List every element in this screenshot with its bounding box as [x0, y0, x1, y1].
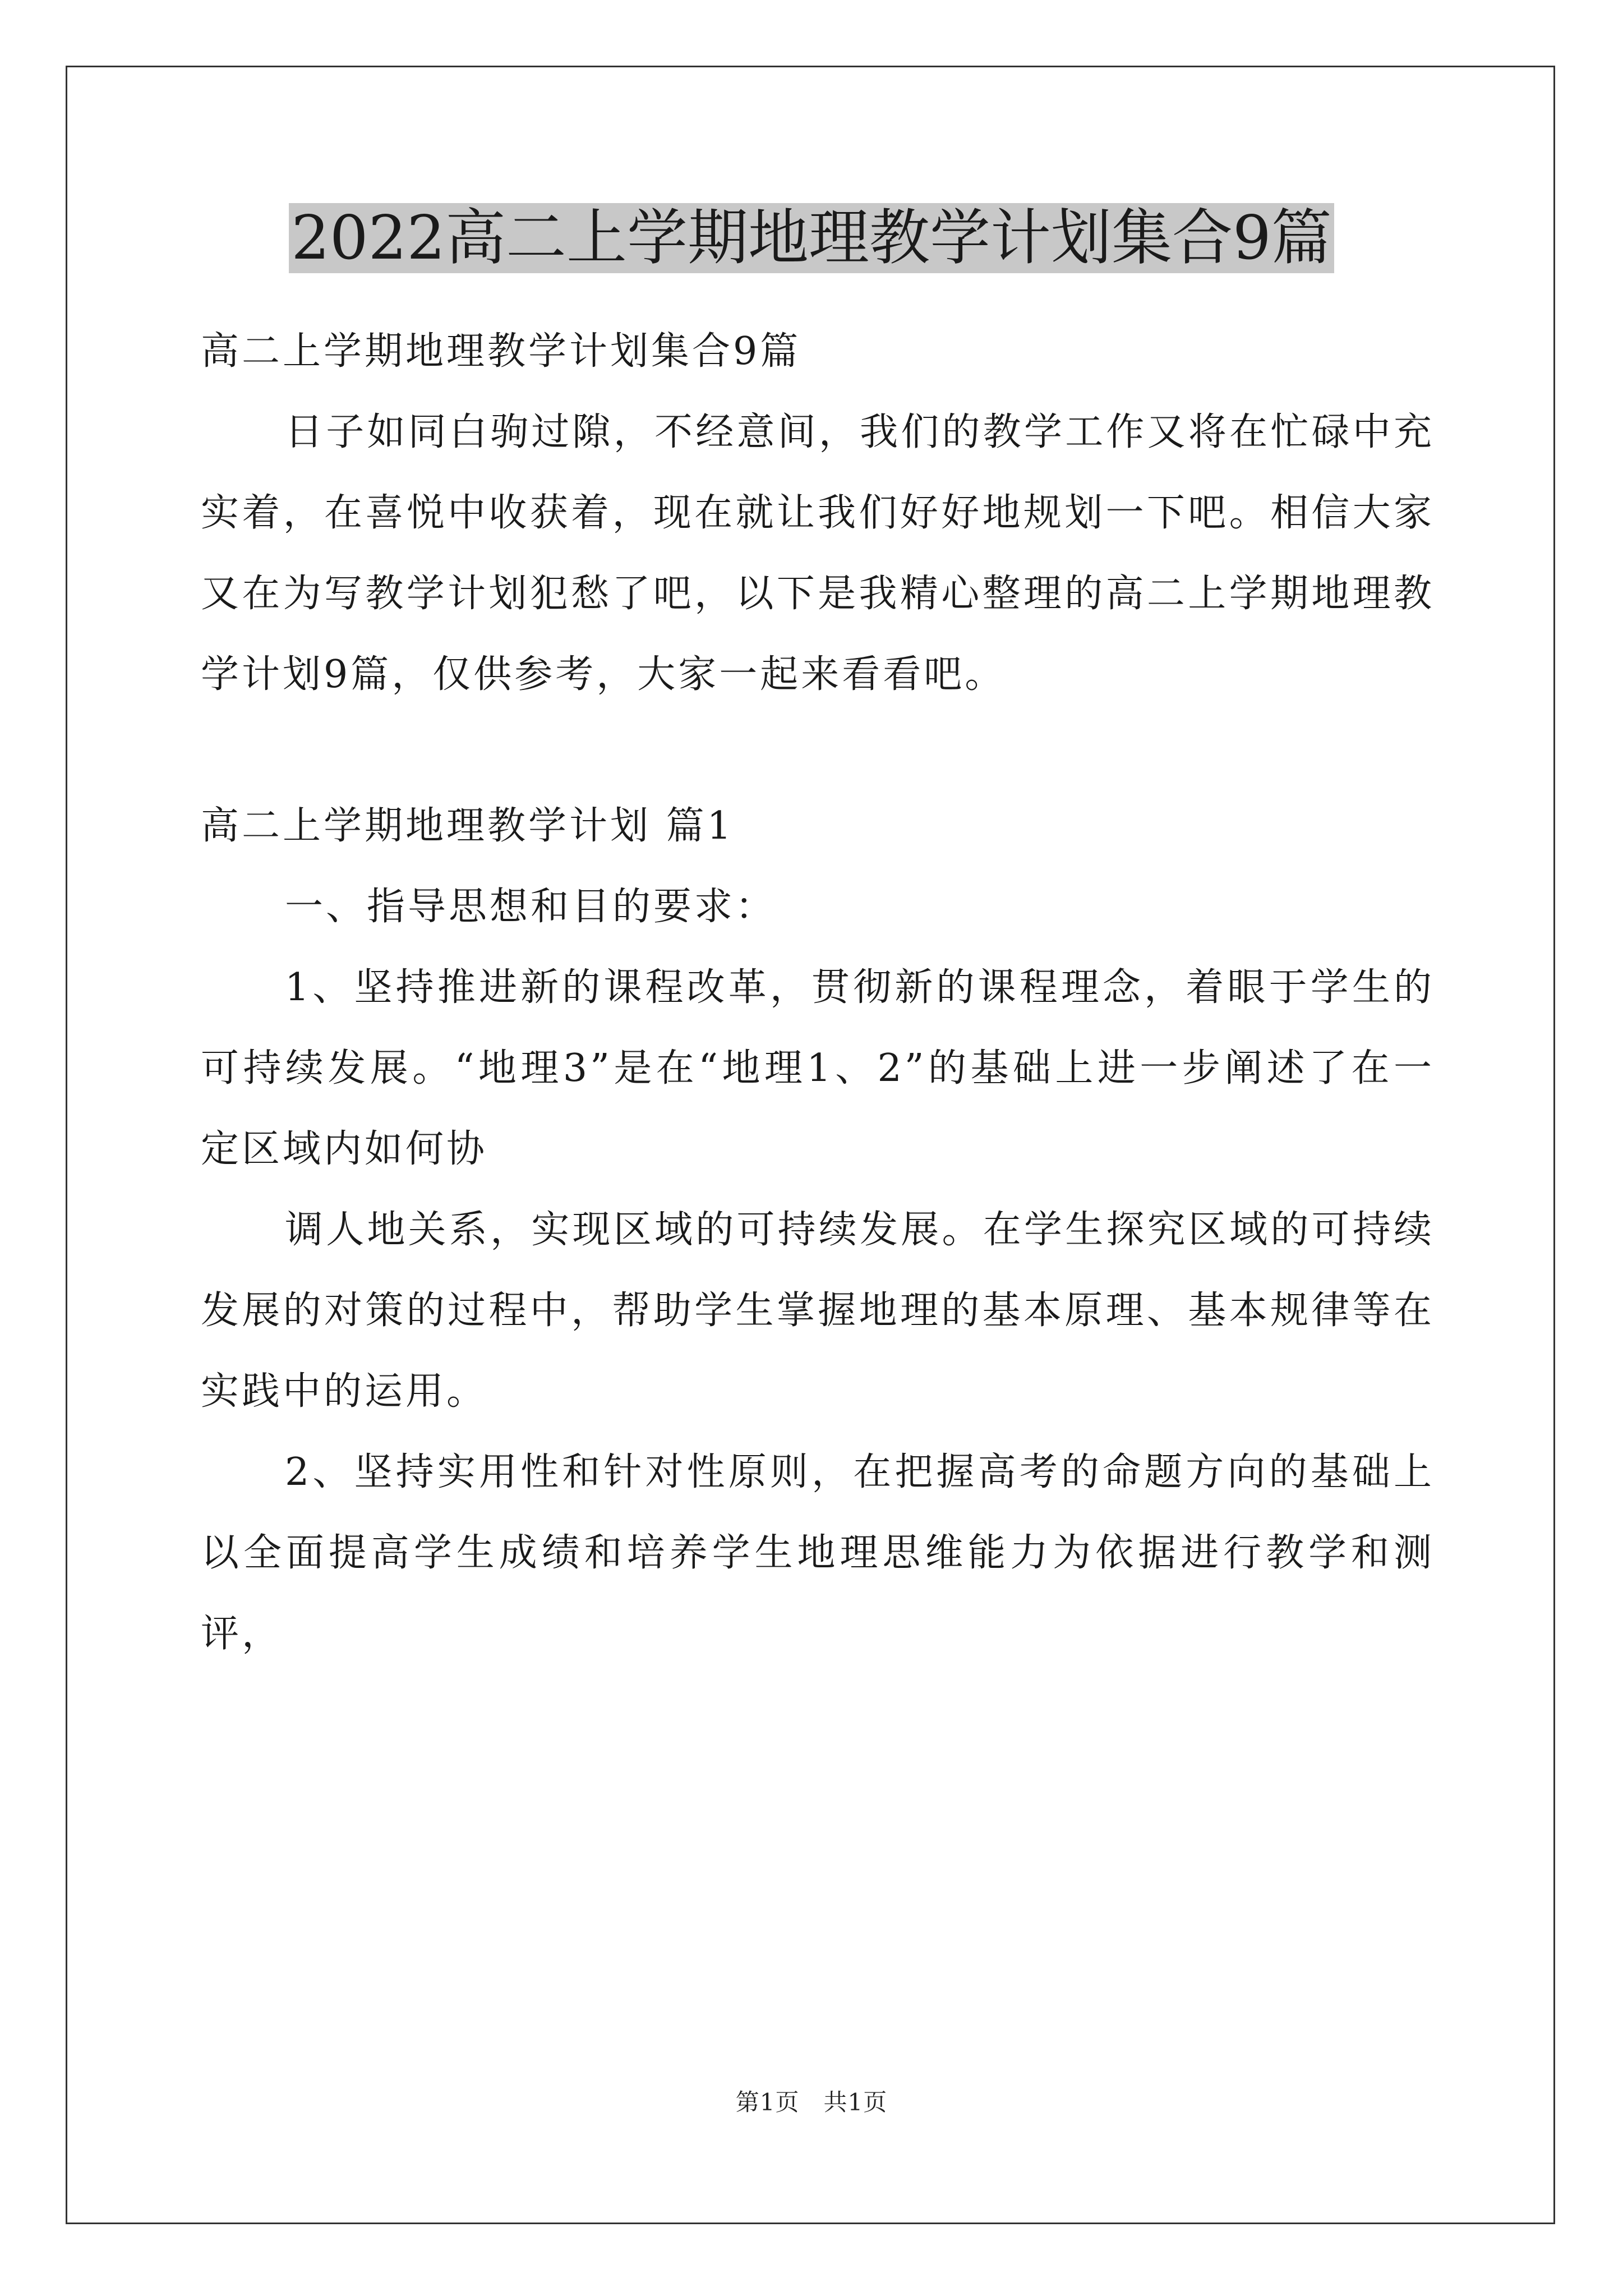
- page-number-footer: 第1页 共1页: [735, 2088, 888, 2116]
- subsection-heading: 一、指导思想和目的要求：: [285, 885, 777, 929]
- document-title-text: 2022高二上学期地理教学计划集合9篇: [289, 203, 1334, 273]
- section-heading: 高二上学期地理教学计划 篇1: [201, 804, 734, 848]
- document-body: [201, 311, 1435, 1674]
- document-title: [0, 199, 1623, 278]
- subtitle-paragraph: 高二上学期地理教学计划集合9篇: [201, 329, 801, 374]
- body-paragraph: 2、坚持实用性和针对性原则，在把握高考的命题方向的基础上以全面提高学生成绩和培养学生地理思维能力为依据进行教学和测评，: [201, 1450, 1435, 1656]
- body-paragraph: 调人地关系，实现区域的可持续发展。在学生探究区域的可持续发展的对策的过程中，帮助学生掌握地理的基本原理、基本规律等在实践中的运用。: [201, 1208, 1435, 1414]
- intro-paragraph: 日子如同白驹过隙，不经意间，我们的教学工作又将在忙碌中充实着，在喜悦中收获着，现在就让我们好好地规划一下吧。相信大家又在为写教学计划犯愁了吧，以下是我精心整理的高二上学期地理教学计划9篇，仅供参考，大家一起来看看吧。: [201, 410, 1435, 697]
- body-paragraph: 1、坚持推进新的课程改革，贯彻新的课程理念，着眼于学生的可持续发展。“地理3”是在“地理1、2”的基础上进一步阐述了在一定区域内如何协: [201, 965, 1435, 1171]
